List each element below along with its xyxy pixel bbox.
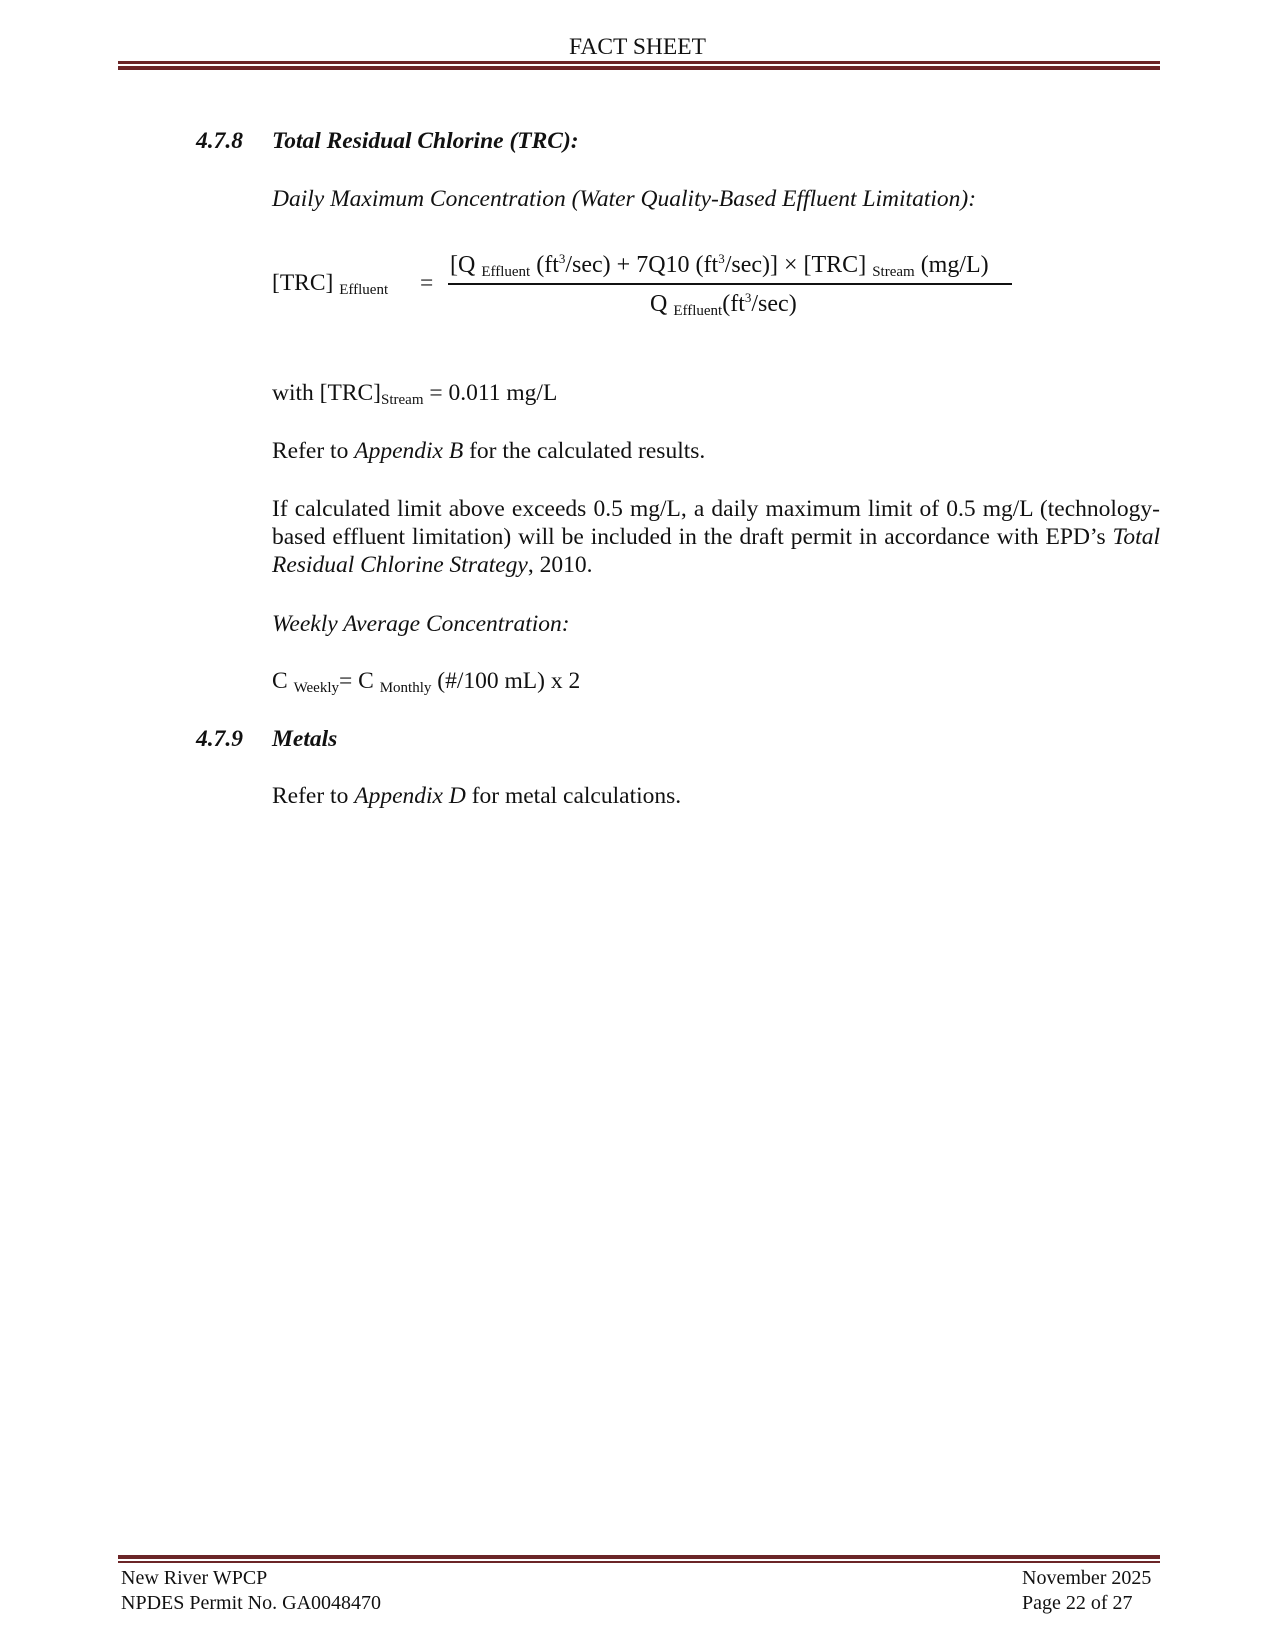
daily-max-label: Daily Maximum Concentration (Water Quality-Based Effluent Limitation):	[272, 186, 977, 212]
tbel-paragraph: If calculated limit above exceeds 0.5 mg/L, a daily maximum limit of 0.5 mg/L (technology-based effluent limitation) will be included in the draft permit in accordance with EPD’s Total Residual Chlorine Strategy, 2010.	[272, 496, 1160, 578]
footer-permit: NPDES Permit No. GA0048470	[121, 1592, 382, 1614]
formula-denominator: Q $_{Effluent}(ft^3/\sec)$	[650, 290, 797, 319]
weekly-formula: C $_{Weekly}$= C $_{Monthly}$ (#/100 mL) x 2	[272, 668, 581, 696]
weekly-avg-label: Weekly Average Concentration:	[272, 611, 570, 637]
header-rule-thin	[118, 61, 1160, 64]
section-heading: Total Residual Chlorine (TRC):	[272, 128, 579, 154]
refer-appendix-b: Refer to Appendix B for the calculated results.	[272, 438, 706, 464]
fraction-bar	[448, 283, 1012, 285]
formula-equals: =	[420, 270, 434, 296]
formula-numerator: [Q $_{Effluent}$ $(ft^3/\sec) + 7Q10$ $(ft^3/\sec)] \times [TRC]$ $_{Stream}$ (mg/L)	[450, 251, 989, 280]
footer-page-number: Page 22 of 27	[1022, 1592, 1133, 1614]
section-heading-metals: Metals	[272, 726, 338, 752]
footer-facility: New River WPCP	[121, 1567, 268, 1589]
page-header-title: FACT SHEET	[569, 34, 706, 60]
formula-lhs: [TRC] $_{Effluent}$	[272, 270, 389, 298]
refer-appendix-d: Refer to Appendix D for metal calculations.	[272, 783, 682, 809]
trc-stream-value: with $[TRC]_{Stream} = 0.011$ mg/L	[272, 380, 558, 408]
header-rule-thick	[118, 66, 1160, 70]
footer-rule-thin	[118, 1561, 1160, 1563]
section-number: 4.7.8	[196, 128, 243, 154]
footer-date: November 2025	[1022, 1567, 1152, 1589]
section-number-metals: 4.7.9	[196, 726, 243, 752]
footer-rule-thick	[118, 1555, 1160, 1559]
